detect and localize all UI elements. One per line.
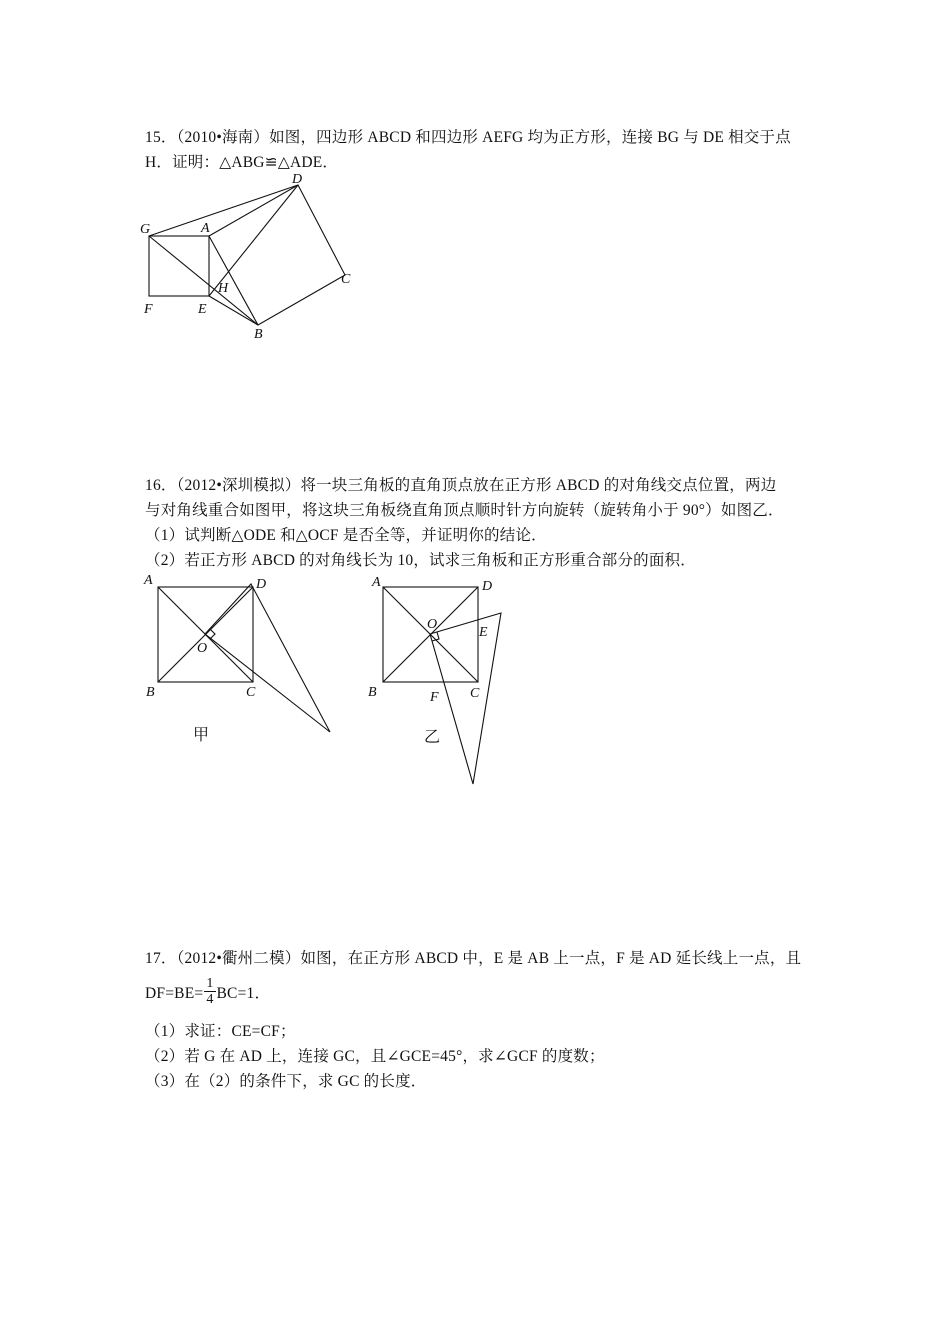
- label-h: H: [218, 281, 229, 296]
- label-o-jia: O: [197, 641, 208, 656]
- segment-eb: [209, 296, 258, 325]
- problem-17-line-2-post: BC=1．: [216, 985, 271, 1003]
- problem-16-item-2: （2）若正方形 ABCD 的对角线长为 10，试求三角板和正方形重合部分的面积．: [145, 552, 696, 569]
- figure-16-jia: [135, 570, 345, 745]
- problem-17-line-2: [145, 976, 271, 1010]
- problem-16-line-2: 与对角线重合如图甲，将这块三角板绕直角顶点顺时针方向旋转（旋转角小于 90°）如图乙．: [145, 502, 784, 519]
- fraction-one-quarter: [204, 976, 215, 1007]
- fraction-numerator: 1: [206, 976, 214, 991]
- label-e-yi: E: [479, 625, 488, 640]
- label-b: B: [254, 327, 263, 342]
- label-g: G: [140, 222, 151, 237]
- label-c-yi: C: [470, 686, 480, 701]
- label-o-yi: O: [427, 617, 438, 632]
- label-a-yi: A: [372, 575, 381, 590]
- problem-17-item-2: （2）若 G 在 AD 上，连接 GC，且∠GCE=45°，求∠GCF 的度数；: [145, 1048, 605, 1065]
- segment-de: [209, 185, 298, 296]
- label-c-jia: C: [246, 685, 256, 700]
- label-e: E: [198, 302, 207, 317]
- label-f: F: [144, 302, 153, 317]
- caption-yi: 乙: [424, 729, 441, 746]
- problem-17-item-3: （3）在（2）的条件下，求 GC 的长度．: [145, 1073, 427, 1090]
- label-b-yi: B: [368, 685, 377, 700]
- label-a-jia: A: [144, 573, 153, 588]
- label-d-yi: D: [482, 579, 493, 594]
- triangle-board-yi: [430, 613, 501, 784]
- figure-16-yi-svg: [360, 570, 520, 795]
- figure-16-jia-svg: [135, 570, 345, 740]
- label-d-jia: D: [256, 577, 267, 592]
- label-d: D: [292, 172, 303, 187]
- label-c: C: [341, 272, 351, 287]
- problem-17-line-2-pre: DF=BE=: [145, 985, 204, 1003]
- label-a: A: [201, 221, 210, 236]
- square-aefg: [149, 236, 209, 296]
- fraction-denominator: 4: [206, 992, 214, 1007]
- problem-17-line-1: 17．（2012•衢州二模）如图，在正方形 ABCD 中，E 是 AB 上一点，F 是 AD 延长线上一点，且: [145, 950, 802, 967]
- problem-17-item-1: （1）求证：CE=CF；: [145, 1023, 296, 1040]
- problem-16-item-1: （1）试判断△ODE 和△OCF 是否全等，并证明你的结论．: [145, 527, 547, 544]
- figure-15: [130, 165, 370, 355]
- triangle-board-jia: [205, 584, 330, 732]
- problem-16-line-1: 16．（2012•深圳模拟）将一块三角板的直角顶点放在正方形 ABCD 的对角线交点位置，两边: [145, 477, 777, 494]
- problem-15-line-1: 15．（2010•海南）如图，四边形 ABCD 和四边形 AEFG 均为正方形，连接 BG 与 DE 相交于点: [145, 129, 791, 146]
- label-f-yi: F: [430, 690, 439, 705]
- figure-16-yi: [360, 570, 520, 800]
- label-b-jia: B: [146, 685, 155, 700]
- square-abcd: [209, 185, 345, 325]
- caption-jia: 甲: [193, 727, 210, 744]
- problem-15-line-2: H．证明：△ABG≌△ADE．: [145, 154, 339, 171]
- figure-15-svg: [130, 165, 370, 350]
- segment-gd: [149, 185, 298, 236]
